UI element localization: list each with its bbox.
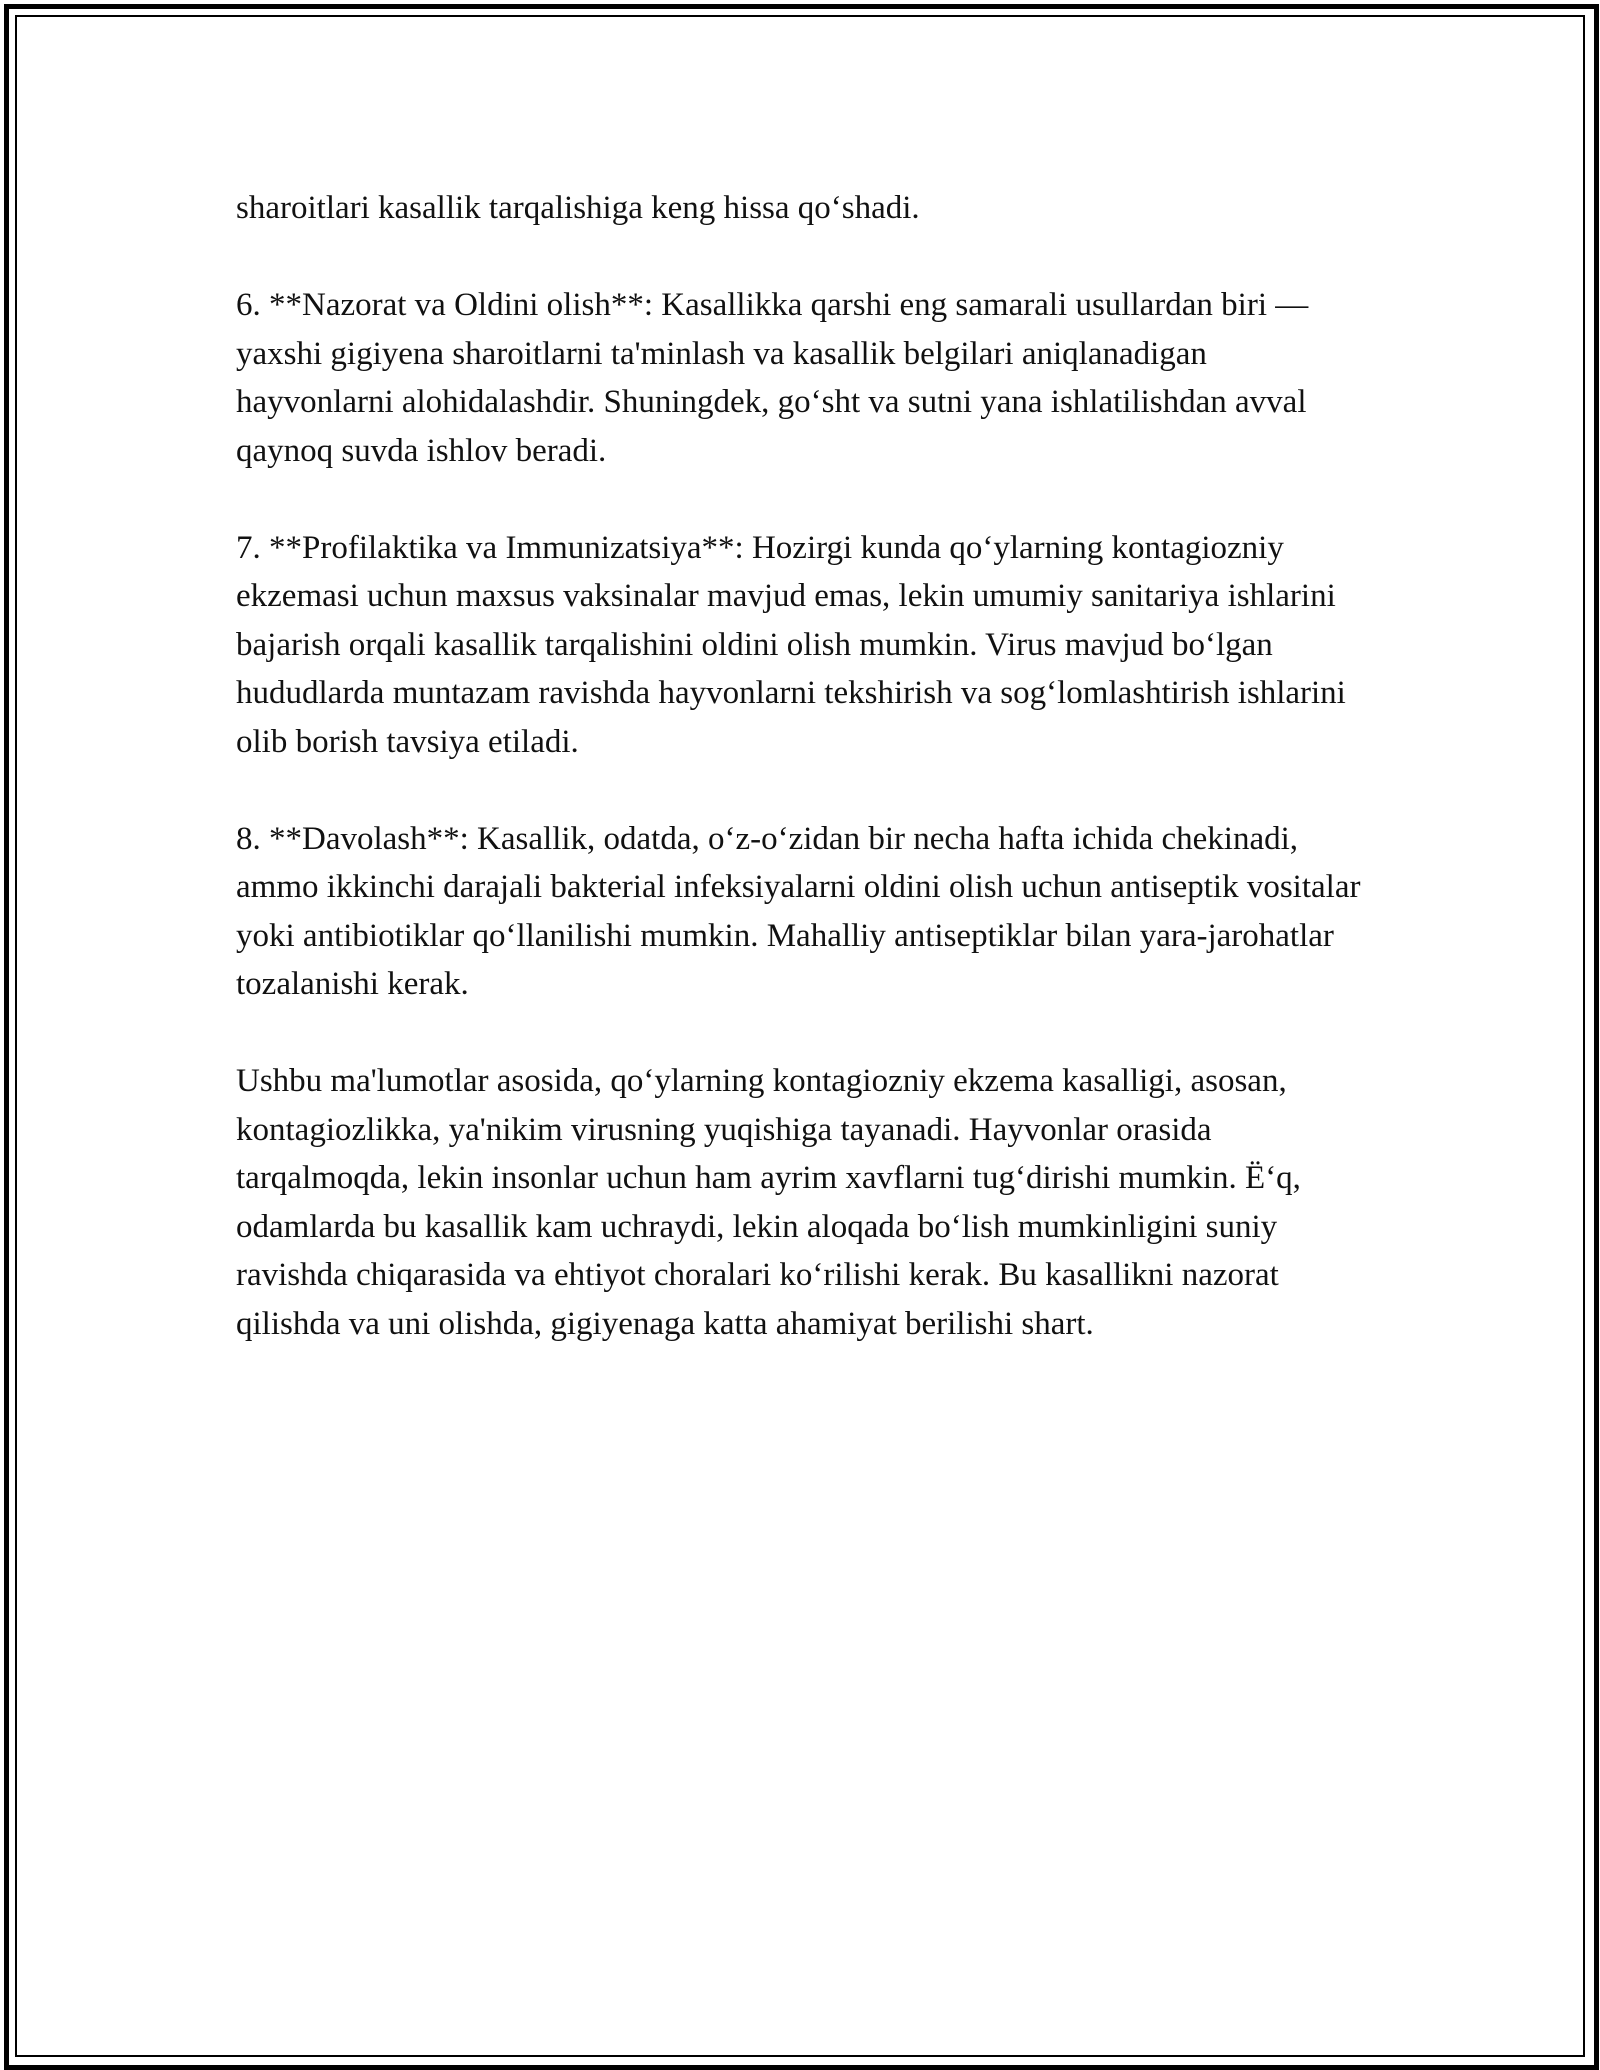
paragraph-summary: Ushbu ma'lumotlar asosida, qo‘ylarning kontagiozniy ekzema kasalligi, asosan, kontagiozlikka, ya'nikim virusning yuqishiga tayanadi. Hayvonlar orasida tarqalmoqda, lekin insonlar uchun ham ayrim xavflarni tug‘dirishi mumkin. Ё‘q, odamlarda bu kasallik kam uchraydi, lekin aloqada bo‘lish mumkinligini suniy ravishda chiqarasida va ehtiyot choralari ko‘rilishi kerak. Bu kasallikni nazorat qilishda va uni olishda, gigiyenaga katta ahamiyat berilishi shart. bbox=[236, 1063, 1301, 1342]
paragraph-nazorat: 6. **Nazorat va Oldini olish**: Kasallikka qarshi eng samarali usullardan biri — yaxshi gigiyena sharoitlarni ta'minlash va kasallik belgilari aniqlanadigan hayvonlarni alohidalashdir. Shuningdek, go‘sht va sutni yana ishlatilishdan avval qaynoq suvda ishlov beradi. bbox=[236, 287, 1309, 469]
paragraph-davolash: 8. **Davolash**: Kasallik, odatda, o‘z-o‘zidan bir necha hafta ichida chekinadi, ammo ikkinchi darajali bakterial infeksiyalarni oldini olish uchun antiseptik vositalar yoki antibiotiklar qo‘llanilishi mumkin. Mahalliy antiseptiklar bilan yara-jarohatlar tozalanishi kerak. bbox=[236, 820, 1361, 1002]
paragraph-continuation: sharoitlari kasallik tarqalishiga keng hissa qo‘shadi. bbox=[236, 190, 920, 226]
paragraph-profilaktika: 7. **Profilaktika va Immunizatsiya**: Hozirgi kunda qo‘ylarning kontagiozniy ekzemasi uchun maxsus vaksinalar mavjud emas, lekin umumiy sanitariya ishlarini bajarish orqali kasallik tarqalishini oldini olish mumkin. Virus mavjud bo‘lgan hududlarda muntazam ravishda hayvonlarni tekshirish va sog‘lomlashtirish ishlarini olib borish tavsiya etiladi. bbox=[236, 529, 1346, 760]
document-body bbox=[236, 184, 1366, 1397]
